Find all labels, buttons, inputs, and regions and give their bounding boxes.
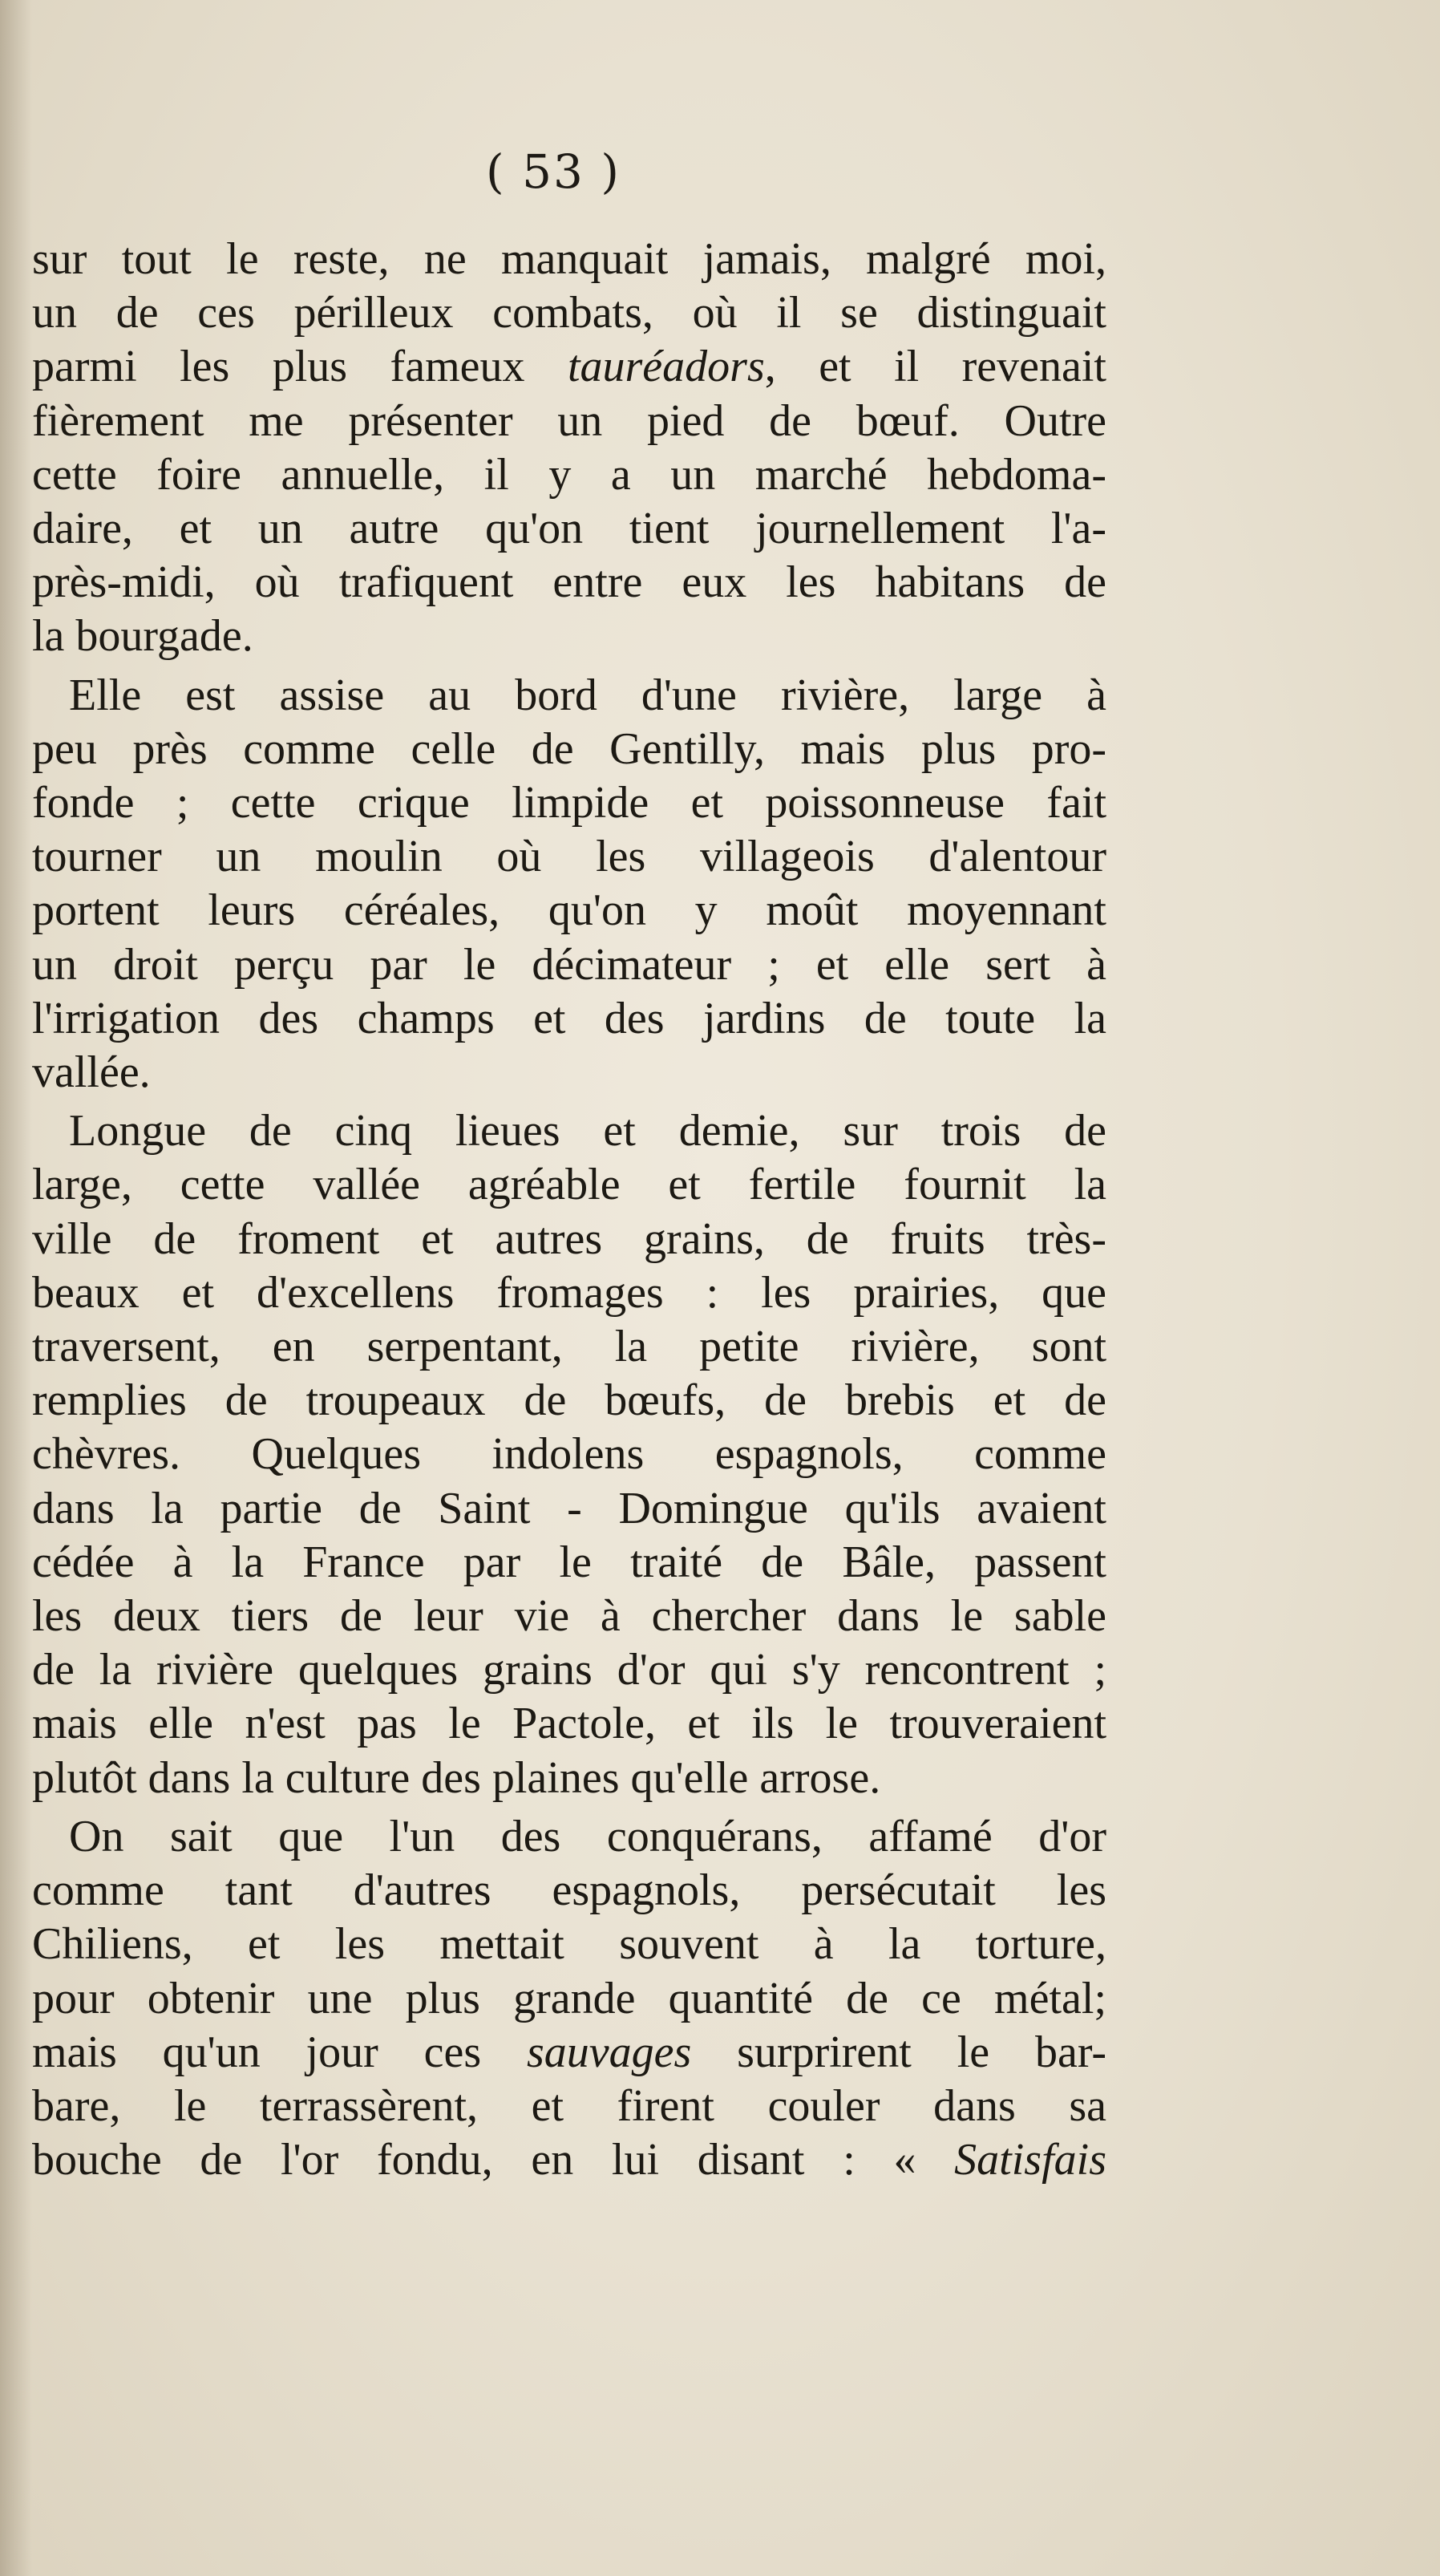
text-line: tourner un moulin où les villageois d'alentour [32, 832, 1106, 882]
italic-text: sauvages [526, 2027, 692, 2077]
paragraph [32, 1104, 1106, 1805]
paragraph [32, 1810, 1106, 2187]
text-line: comme tant d'autres espagnols, persécutait les [32, 1865, 1106, 1916]
text-line: beaux et d'excellens fromages : les prairies, que [32, 1267, 1106, 1318]
text-line: les deux tiers de leur vie à chercher dans le sable [32, 1591, 1106, 1642]
text-line: l'irrigation des champs et des jardins de toute la [32, 993, 1106, 1043]
text-line: chèvres. Quelques indolens espagnols, comme [32, 1429, 1106, 1480]
text-line: près-midi, où trafiquent entre eux les habitans de [32, 557, 1106, 608]
text-line: cette foire annuelle, il y a un marché hebdoma- [32, 449, 1106, 500]
text-line: sur tout le reste, ne manquait jamais, malgré moi, [32, 234, 1106, 284]
text-line: Elle est assise au bord d'une rivière, large à [69, 670, 1106, 720]
text-line: plutôt dans la culture des plaines qu'elle arrose. [32, 1752, 881, 1803]
text-line: dans la partie de Saint - Domingue qu'ils avaient [32, 1483, 1106, 1533]
text-line: mais elle n'est pas le Pactole, et ils le trouveraient [32, 1699, 1106, 1749]
text-line: bouche de l'or fondu, en lui disant : « Satisfais [32, 2135, 1106, 2185]
text-line: parmi les plus fameux tauréadors, et il revenait [32, 342, 1106, 392]
text-line: Chiliens, et les mettait souvent à la torture, [32, 1919, 1106, 1970]
text-line: un de ces périlleux combats, où il se distinguait [32, 288, 1106, 338]
page-number: ( 53 ) [486, 144, 621, 199]
paragraph [32, 669, 1106, 1100]
text-line: fièrement me présenter un pied de bœuf. Outre [32, 395, 1106, 446]
italic-text: Satisfais [954, 2135, 1106, 2185]
text-line: pour obtenir une plus grande quantité de ce métal; [32, 1973, 1106, 2023]
text-line: bare, le terrassèrent, et firent couler dans sa [32, 2080, 1106, 2131]
text-line: traversent, en serpentant, la petite rivière, sont [32, 1322, 1106, 1372]
text-line: un droit perçu par le décimateur ; et elle sert à [32, 939, 1106, 990]
text-line: large, cette vallée agréable et fertile fournit la [32, 1160, 1106, 1210]
text-line: remplies de troupeaux de bœufs, de brebis et de [32, 1375, 1106, 1426]
italic-text: tauréadors [567, 342, 765, 392]
text-line: cédée à la France par le traité de Bâle, passent [32, 1537, 1106, 1587]
text-line: de la rivière quelques grains d'or qui s'y rencontrent ; [32, 1645, 1106, 1695]
text-line: vallée. [32, 1047, 151, 1098]
text-line: peu près comme celle de Gentilly, mais plus pro- [32, 723, 1106, 774]
body-text [32, 233, 1106, 2187]
text-line: Longue de cinq lieues et demie, sur trois de [69, 1106, 1106, 1156]
paragraph [32, 233, 1106, 664]
text-line: la bourgade. [32, 611, 253, 662]
text-line: mais qu'un jour ces sauvages surprirent le bar- [32, 2027, 1106, 2077]
text-line: ville de froment et autres grains, de fruits très- [32, 1213, 1106, 1264]
text-line: daire, et un autre qu'on tient journellement l'a- [32, 504, 1106, 554]
text-line: portent leurs céréales, qu'on y moût moyennant [32, 885, 1106, 936]
text-line: fonde ; cette crique limpide et poissonneuse fait [32, 778, 1106, 828]
text-line: On sait que l'un des conquérans, affamé d'or [69, 1811, 1106, 1861]
